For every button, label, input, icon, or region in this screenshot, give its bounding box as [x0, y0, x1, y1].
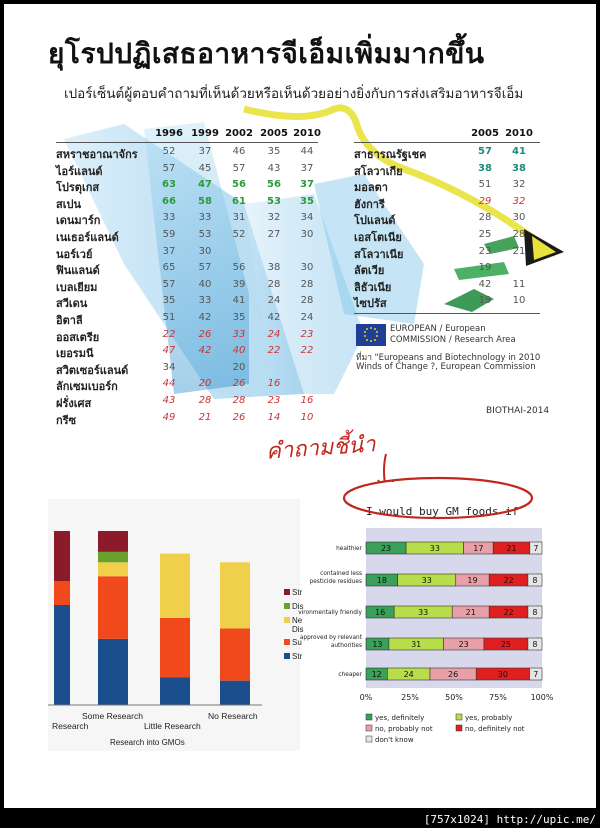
- table-cell: 22: [162, 328, 176, 340]
- country-name: สวีเดน: [56, 297, 88, 311]
- table-cell: 57: [232, 162, 246, 174]
- table-cell: 57: [162, 162, 176, 174]
- legend-label: Str: [292, 588, 303, 597]
- year-header: 1999: [191, 128, 219, 139]
- data-label: 33: [429, 544, 440, 553]
- country-name: สเปน: [56, 197, 81, 211]
- tick-label: 100%: [530, 693, 554, 702]
- source-line: Winds of Change ?, European Commission: [356, 362, 536, 372]
- year-header: 2002: [225, 128, 253, 139]
- table-cell: 30: [512, 212, 526, 224]
- category-label: pesticide residues: [309, 579, 362, 585]
- table-cell: 33: [198, 212, 212, 224]
- research-chart-panel: [48, 499, 304, 751]
- table-cell: 11: [512, 278, 526, 290]
- table-cell: 46: [232, 146, 246, 157]
- country-name: เดนมาร์ก: [56, 214, 101, 228]
- stacked-bar-segment: [220, 628, 250, 680]
- table-cell: 49: [162, 411, 176, 423]
- data-label: 7: [533, 670, 539, 679]
- country-name: ไซปรัส: [354, 297, 387, 311]
- table-cell: 10: [300, 411, 314, 423]
- table-cell: 28: [198, 395, 212, 406]
- data-label: 8: [532, 608, 538, 617]
- table-cell: 51: [478, 179, 492, 191]
- country-name: โปแลนด์: [354, 214, 396, 228]
- stacked-bar-segment: [160, 554, 190, 618]
- table-cell: 61: [232, 195, 246, 207]
- stacked-bar-segment: [98, 531, 128, 552]
- category-label: authorities: [330, 643, 362, 649]
- category-label: Little Research: [144, 721, 201, 731]
- legend-label: Str: [292, 652, 303, 661]
- table-cell: 37: [300, 179, 314, 191]
- table-cell: 22: [300, 345, 314, 357]
- handwritten-oval: [338, 474, 538, 524]
- table-cell: 33: [232, 328, 246, 340]
- table-rule: [56, 142, 318, 143]
- table-cell: 42: [198, 312, 212, 323]
- table-cell: 47: [162, 345, 176, 357]
- data-label: 19: [467, 576, 478, 585]
- stacked-bar-segment: [54, 605, 70, 705]
- table-cell: 39: [232, 278, 246, 290]
- data-label: 33: [421, 576, 432, 585]
- tick-label: 50%: [445, 693, 463, 702]
- table-cell: 28: [232, 395, 246, 406]
- table-cell: 44: [300, 146, 314, 157]
- year-header: 2010: [505, 128, 533, 139]
- table-cell: 33: [162, 212, 176, 224]
- country-name: โปรตุเกส: [56, 181, 100, 195]
- table-cell: 25: [478, 229, 492, 240]
- table-cell: 58: [198, 195, 212, 207]
- table-cell: 52: [232, 229, 246, 240]
- legend-swatch: [284, 603, 290, 609]
- table-cell: 33: [198, 295, 212, 307]
- country-name: ออสเตรีย: [56, 330, 100, 344]
- table-cell: 41: [232, 295, 246, 307]
- table-cell: 26: [232, 378, 246, 390]
- data-label: 30: [497, 670, 508, 679]
- table-cell: 51: [162, 312, 176, 323]
- table-cell: 10: [512, 295, 526, 307]
- table-cell: 20: [232, 361, 246, 373]
- table-cell: 16: [300, 395, 314, 406]
- category-label: healthier: [336, 546, 362, 552]
- category-label: approved by relevant: [299, 635, 362, 641]
- table-cell: 38: [478, 162, 492, 174]
- table-cell: 44: [162, 378, 176, 390]
- stacked-bar-segment: [98, 562, 128, 576]
- research-chart: [48, 499, 304, 751]
- table-cell: 30: [198, 245, 212, 257]
- data-label: 25: [500, 640, 512, 649]
- infographic-page: [4, 4, 596, 808]
- table-rule: [354, 142, 540, 143]
- country-name: ฮังการี: [354, 197, 385, 211]
- country-name: เยอรมนี: [56, 347, 94, 361]
- category-label: contained less: [320, 571, 362, 577]
- credit-label: BIOTHAI-2014: [486, 406, 550, 416]
- table-cell: 53: [198, 229, 212, 240]
- category-label: No Research: [208, 711, 258, 721]
- tick-label: 75%: [489, 693, 507, 702]
- category-label: Some Research: [82, 711, 143, 721]
- data-label: 21: [506, 544, 517, 553]
- legend-label: no, definitely not: [465, 725, 525, 733]
- table-cell: 41: [512, 146, 526, 157]
- year-header: 2010: [293, 128, 321, 139]
- country-name: ลิธัวเนีย: [354, 280, 392, 294]
- table-cell: 35: [162, 295, 176, 307]
- data-label: 22: [503, 576, 514, 585]
- table-cell: 42: [267, 312, 281, 323]
- data-label: 16: [374, 608, 386, 617]
- table-cell: 66: [162, 195, 176, 207]
- data-label: 8: [532, 576, 538, 585]
- legend-swatch: [366, 714, 372, 720]
- table-cell: 32: [512, 179, 526, 191]
- legend-label: Dis: [292, 625, 304, 634]
- legend-swatch: [284, 639, 290, 645]
- table-cell: 19: [478, 295, 492, 307]
- table-cell: 63: [162, 179, 176, 191]
- table-cell: 56: [232, 179, 246, 191]
- country-name: อิตาลี: [56, 314, 83, 327]
- table-cell: 24: [267, 295, 281, 307]
- year-header: 2005: [471, 128, 499, 139]
- table-cell: 43: [162, 395, 176, 406]
- country-name: เนเธอร์แลนด์: [56, 231, 119, 244]
- stacked-bar-segment: [160, 677, 190, 705]
- table-cell: 52: [162, 146, 176, 157]
- legend-swatch: [366, 725, 372, 731]
- table-cell: 40: [232, 345, 246, 357]
- legend-swatch: [456, 714, 462, 720]
- table-cell: 56: [232, 262, 246, 274]
- country-name: ฟินแลนด์: [56, 264, 100, 278]
- country-name: กรีซ: [56, 413, 77, 427]
- table-cell: 34: [300, 212, 314, 224]
- source-eu: EUROPEAN / European: [390, 324, 486, 334]
- year-header: 2005: [260, 128, 288, 139]
- source-line: ที่มา "Europeans and Biotechnology in 2010: [356, 353, 541, 363]
- table-cell: 32: [512, 195, 526, 207]
- data-label: 23: [380, 544, 392, 553]
- country-name: ไอร์แลนด์: [56, 164, 103, 178]
- legend-label: Dis: [292, 602, 304, 611]
- table-cell: 37: [300, 162, 314, 174]
- stacked-bar-segment: [98, 552, 128, 562]
- table-cell: 45: [198, 162, 212, 174]
- category-label: cheaper: [338, 672, 362, 678]
- legend-swatch: [366, 736, 372, 742]
- table-cell: 31: [232, 212, 246, 224]
- table-cell: 37: [162, 245, 176, 257]
- table-cell: 22: [267, 345, 281, 357]
- legend-label: don't know: [375, 736, 414, 744]
- table-cell: 23: [300, 328, 314, 340]
- data-label: 24: [403, 670, 414, 679]
- table-cell: 23: [267, 395, 281, 406]
- table-rule: [354, 313, 540, 314]
- table-cell: 19: [478, 262, 492, 274]
- table-cell: 38: [267, 262, 281, 274]
- table-cell: 35: [232, 312, 246, 323]
- table-cell: 34: [162, 361, 176, 373]
- handwritten-note: คำถามชี้นำ: [265, 432, 377, 465]
- legend-swatch: [284, 653, 290, 659]
- table-cell: 35: [267, 146, 281, 157]
- country-name: มอลตา: [354, 181, 388, 195]
- page-title: ยุโรปปฏิเสธอาหารจีเอ็มเพิ่มมากขึ้น: [48, 37, 485, 70]
- table-cell: 59: [162, 229, 176, 240]
- stacked-bar-segment: [98, 576, 128, 639]
- data-label: 18: [376, 576, 387, 585]
- table-cell: 14: [267, 411, 281, 423]
- table-cell: 26: [232, 411, 246, 423]
- chart-title: I would buy GM foods if: [366, 505, 519, 518]
- legend-swatch: [456, 725, 462, 731]
- legend-swatch: [284, 589, 290, 595]
- country-name: สาธารณรัฐเชค: [354, 148, 427, 161]
- table-cell: 57: [478, 146, 492, 157]
- legend-label: yes, definitely: [375, 714, 425, 722]
- table-cell: 32: [267, 212, 281, 224]
- legend-label: Ne: [292, 616, 303, 625]
- stacked-bar-segment: [54, 531, 70, 581]
- country-name: ลักเซมเบอร์ก: [56, 380, 118, 394]
- table-cell: 57: [162, 278, 176, 290]
- table-cell: 20: [198, 378, 212, 390]
- table-cell: 27: [267, 229, 281, 240]
- table-cell: 28: [478, 212, 492, 224]
- country-name: เอสโตเนีย: [354, 231, 402, 244]
- category-label: Research: [52, 721, 89, 731]
- table-cell: 35: [300, 195, 314, 207]
- data-label: 23: [458, 640, 469, 649]
- data-label: 26: [448, 670, 459, 679]
- tick-label: 0%: [359, 693, 373, 702]
- table-cell: 42: [198, 345, 212, 357]
- country-name: ลัตเวีย: [354, 264, 385, 278]
- stacked-bar-segment: [160, 618, 190, 677]
- data-label: 21: [465, 608, 476, 617]
- legend-swatch: [284, 617, 290, 623]
- table-cell: 37: [198, 146, 212, 157]
- stacked-bar-segment: [220, 562, 250, 628]
- country-name: ฝรั่งเศส: [56, 397, 92, 410]
- table-cell: 47: [198, 179, 212, 191]
- table-cell: 21: [512, 245, 526, 257]
- table-cell: 29: [478, 195, 492, 207]
- country-name: นอร์เวย์: [56, 247, 93, 261]
- data-label: 13: [372, 640, 383, 649]
- table-cell: 28: [300, 278, 314, 290]
- source-commission: COMMISSION / Research Area: [390, 335, 516, 345]
- table-cell: 28: [300, 295, 314, 307]
- table-cell: 21: [198, 411, 212, 423]
- data-label: 7: [533, 544, 539, 553]
- country-name: สโลวาเนีย: [354, 247, 404, 261]
- table-cell: 28: [512, 229, 526, 240]
- legend-label: no, probably not: [375, 725, 433, 733]
- stacked-bar-segment: [220, 681, 250, 705]
- table-cell: 16: [267, 378, 281, 390]
- country-name: สโลวาเกีย: [354, 164, 403, 178]
- table-cell: 26: [198, 328, 212, 340]
- tick-label: 25%: [401, 693, 419, 702]
- eu-flag-icon: [356, 324, 386, 346]
- table-cell: 53: [267, 195, 281, 207]
- data-label: 33: [418, 608, 429, 617]
- data-label: 31: [411, 640, 422, 649]
- table-cell: 43: [267, 162, 281, 174]
- table-cell: 23: [478, 245, 492, 257]
- table-cell: 40: [198, 278, 212, 290]
- legend-label: Su: [292, 638, 302, 647]
- data-label: 17: [473, 544, 484, 553]
- data-label: 8: [532, 640, 538, 649]
- table-cell: 24: [300, 312, 314, 323]
- table-cell: 42: [478, 278, 492, 290]
- data-label: 12: [371, 670, 382, 679]
- page-subtitle: เปอร์เซ็นต์ผู้ตอบคำถามที่เห็นด้วยหรือเห็นด้วยอย่างยิ่งกับการส่งเสริมอาหารจีเอ็ม: [64, 86, 524, 102]
- table-cell: 65: [162, 262, 176, 274]
- table-cell: 56: [267, 179, 281, 191]
- table-cell: 24: [267, 328, 281, 340]
- table-cell: 30: [300, 229, 314, 240]
- legend-label: yes, probably: [465, 714, 513, 722]
- table-cell: 38: [512, 162, 526, 174]
- country-name: สหราชอาณาจักร: [56, 148, 138, 161]
- table-cell: 30: [300, 262, 314, 274]
- stacked-bar-segment: [98, 639, 128, 705]
- x-axis-label: Research into GMOs: [110, 738, 185, 747]
- watermark: [757x1024] http://upic.me/: [423, 813, 596, 826]
- country-name: เบลเยียม: [56, 280, 98, 294]
- table-cell: 28: [267, 278, 281, 290]
- category-label: vironmentally friendly: [298, 610, 362, 616]
- year-header: 1996: [155, 128, 183, 139]
- stacked-bar-segment: [54, 581, 70, 605]
- data-label: 22: [503, 608, 514, 617]
- country-name: สวิตเซอร์แลนด์: [56, 363, 129, 377]
- table-cell: 57: [198, 262, 212, 274]
